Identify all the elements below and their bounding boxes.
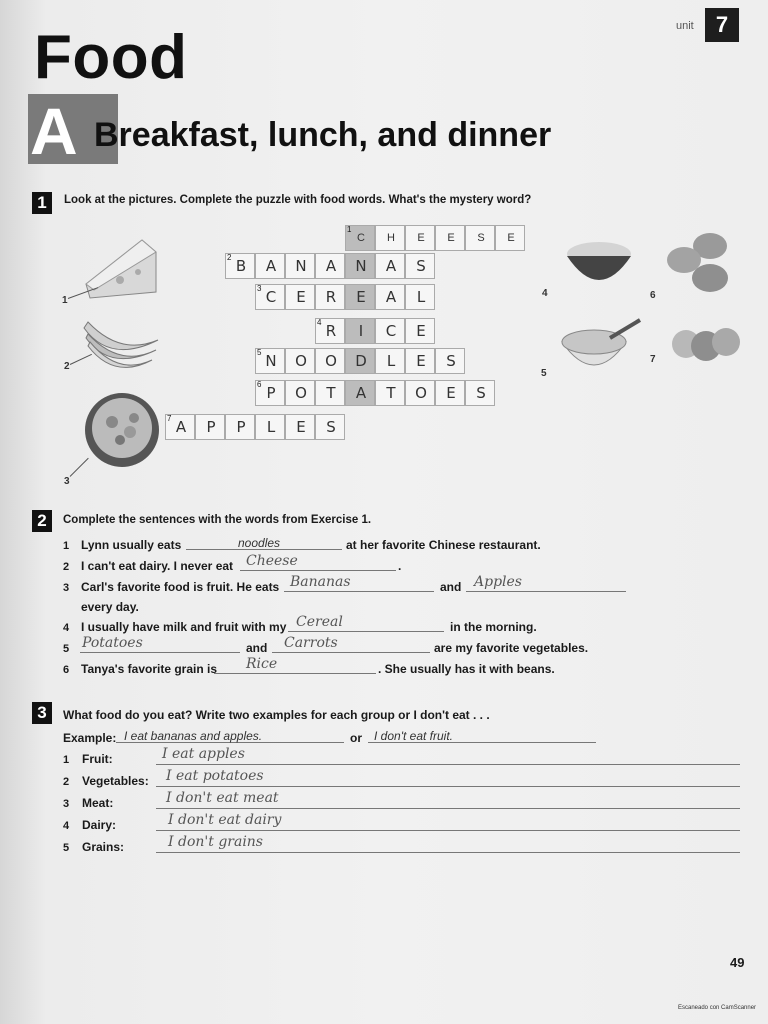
picture-label-3: 3: [64, 476, 70, 487]
crossword-cell[interactable]: [345, 380, 375, 406]
crossword-letter: E: [416, 352, 426, 370]
crossword-letter: E: [446, 384, 456, 402]
crossword-letter: S: [446, 352, 456, 370]
crossword-letter: E: [296, 418, 306, 436]
sentence-text: Lynn usually eats: [81, 538, 182, 552]
answer-handwriting: Rice: [246, 656, 278, 672]
crossword-letter: O: [325, 352, 337, 370]
answer-handwriting: I eat potatoes: [166, 768, 264, 784]
crossword-cell[interactable]: [285, 414, 315, 440]
crossword-cell[interactable]: [345, 284, 375, 310]
item-number: 6: [63, 664, 70, 676]
crossword-cell[interactable]: [375, 348, 405, 374]
page-title: Food: [34, 23, 188, 92]
crossword-cell[interactable]: [285, 284, 315, 310]
sentence-text: and: [246, 641, 268, 655]
crossword-cell[interactable]: [375, 380, 405, 406]
sentence-text: and: [440, 580, 462, 594]
sentence-text: are my favorite vegetables.: [434, 641, 589, 655]
item-number: 4: [63, 622, 70, 634]
crossword-cell[interactable]: [375, 253, 405, 279]
crossword-cell[interactable]: [435, 380, 465, 406]
crossword-letter: R: [325, 322, 337, 340]
exercise-3-number: 3: [32, 702, 52, 724]
example-answer: I eat bananas and apples.: [124, 729, 263, 743]
cereal-with-milk-icon: [560, 316, 644, 376]
item-number: 4: [63, 820, 70, 832]
picture-label-2: 2: [64, 361, 70, 372]
clue-number: 2: [227, 253, 232, 262]
crossword-cell[interactable]: [375, 284, 405, 310]
exercise-2-number: 2: [32, 510, 52, 532]
sentence-text: .: [398, 559, 402, 573]
crossword-letter: C: [265, 288, 277, 306]
crossword-letter: S: [326, 418, 336, 436]
exercise-2-instruction: Complete the sentences with the words from Exercise 1.: [63, 514, 372, 526]
crossword-cell[interactable]: [495, 225, 525, 251]
crossword-cell[interactable]: [195, 414, 225, 440]
answer-handwriting: Apples: [474, 574, 522, 590]
crossword-cell[interactable]: [405, 284, 435, 310]
picture-label-5: 5: [541, 368, 547, 379]
example-or: or: [350, 731, 362, 745]
bananas-icon: [80, 314, 162, 370]
crossword-letter: T: [326, 384, 336, 402]
crossword-cell[interactable]: [465, 380, 495, 406]
exercise-1-number: 1: [32, 192, 52, 214]
crossword-letter: B: [235, 257, 247, 275]
crossword-letter: A: [325, 257, 337, 275]
item-number: 2: [63, 561, 70, 573]
crossword-letter: O: [415, 384, 427, 402]
answer-blank[interactable]: [214, 657, 376, 674]
crossword-cell[interactable]: [435, 225, 465, 251]
cereal-bowl-icon: [82, 392, 162, 468]
clue-number: 6: [257, 380, 262, 389]
sentence-text: in the morning.: [450, 620, 537, 634]
picture-label-7: 7: [650, 354, 656, 365]
group-label: Grains:: [82, 840, 125, 854]
crossword-cell[interactable]: [315, 284, 345, 310]
crossword-letter: H: [387, 232, 395, 244]
item-number: 5: [63, 643, 70, 655]
sentence-text: . She usually has it with beans.: [378, 662, 555, 676]
picture-label-6: 6: [650, 290, 656, 301]
unit-label: unit: [676, 20, 694, 32]
crossword-cell[interactable]: [255, 253, 285, 279]
sentence-text: I can't eat dairy. I never eat: [81, 559, 234, 573]
crossword-letter: N: [355, 257, 367, 275]
crossword-cell[interactable]: [345, 253, 375, 279]
page-number: 49: [730, 955, 745, 970]
scanner-watermark: Escaneado con CamScanner: [678, 1005, 757, 1011]
section-letter: A: [30, 94, 78, 168]
crossword-cell[interactable]: [465, 225, 495, 251]
item-number: 3: [63, 798, 70, 810]
answer-handwriting: I eat apples: [162, 746, 245, 762]
crossword-letter: E: [447, 232, 455, 244]
crossword-letter: I: [358, 322, 364, 340]
group-label: Vegetables:: [82, 774, 149, 788]
crossword-letter: E: [296, 288, 306, 306]
crossword-letter: L: [416, 288, 426, 306]
crossword-letter: P: [236, 418, 246, 436]
crossword-letter: S: [477, 232, 485, 244]
crossword-letter: E: [507, 232, 515, 244]
crossword-cell[interactable]: [405, 253, 435, 279]
sentence-text: every day.: [81, 600, 139, 614]
crossword-letter: S: [416, 257, 426, 275]
clue-number: 1: [347, 225, 352, 234]
crossword-letter: N: [265, 352, 277, 370]
crossword-letter: P: [266, 384, 276, 402]
crossword-cell[interactable]: [405, 380, 435, 406]
crossword-cell[interactable]: [285, 380, 315, 406]
clue-number: 3: [257, 284, 262, 293]
crossword-cell[interactable]: [255, 380, 285, 406]
crossword-letter: O: [295, 352, 307, 370]
crossword-letter: A: [385, 257, 397, 275]
group-label: Meat:: [82, 796, 114, 810]
crossword-cell[interactable]: [405, 318, 435, 344]
section-title: Breakfast, lunch, and dinner: [94, 116, 552, 154]
crossword-letter: E: [416, 322, 426, 340]
crossword-cell[interactable]: [255, 284, 285, 310]
crossword-cell[interactable]: [315, 380, 345, 406]
crossword-cell[interactable]: [285, 348, 315, 374]
crossword-cell[interactable]: [375, 225, 405, 251]
crossword-letter: E: [356, 288, 366, 306]
crossword-cell[interactable]: [315, 414, 345, 440]
group-label: Dairy:: [82, 818, 117, 832]
sentence-text: Tanya's favorite grain is: [81, 662, 218, 676]
item-number: 5: [63, 842, 70, 854]
crossword-cell[interactable]: [165, 414, 195, 440]
answer-handwriting: I don't grains: [168, 834, 263, 850]
item-number: 3: [63, 582, 70, 594]
clue-number: 4: [317, 318, 322, 327]
crossword-cell[interactable]: [375, 318, 405, 344]
crossword-cell[interactable]: [405, 225, 435, 251]
clue-number: 5: [257, 348, 262, 357]
example-answer: I don't eat fruit.: [374, 729, 454, 743]
item-number: 2: [63, 776, 70, 788]
clue-number: 7: [167, 414, 172, 423]
sentence-text: I usually have milk and fruit with my: [81, 620, 287, 634]
crossword-letter: R: [325, 288, 337, 306]
rice-bowl-icon: [564, 238, 634, 292]
crossword-letter: D: [355, 352, 367, 370]
crossword-letter: E: [417, 232, 425, 244]
crossword-letter: T: [386, 384, 396, 402]
crossword-letter: A: [175, 418, 187, 436]
crossword-letter: L: [386, 352, 396, 370]
crossword-letter: A: [355, 384, 367, 402]
crossword-cell[interactable]: [345, 225, 375, 251]
crossword-cell[interactable]: [405, 348, 435, 374]
exercise-3-instruction: What food do you eat? Write two examples for each group or I don't eat . . .: [63, 708, 490, 722]
picture-label-4: 4: [542, 288, 548, 299]
crossword-cell[interactable]: [435, 348, 465, 374]
crossword-cell[interactable]: [225, 253, 255, 279]
crossword-letter: N: [295, 257, 307, 275]
crossword-cell[interactable]: [255, 414, 285, 440]
exercise-1-instruction: Look at the pictures. Complete the puzzle with food words. What's the mystery word?: [64, 194, 532, 206]
crossword-cell[interactable]: [315, 318, 345, 344]
answer-handwriting: Carrots: [284, 635, 338, 651]
crossword-letter: L: [266, 418, 276, 436]
picture-label-1: 1: [62, 295, 68, 306]
unit-number-badge: 7: [705, 8, 739, 42]
crossword-letter: A: [385, 288, 397, 306]
crossword-letter: C: [357, 232, 365, 244]
crossword-cell[interactable]: [225, 414, 255, 440]
answer-handwriting: Potatoes: [82, 635, 143, 651]
crossword-cell[interactable]: [255, 348, 285, 374]
crossword-cell[interactable]: [315, 348, 345, 374]
item-number: 1: [63, 754, 70, 766]
crossword-cell[interactable]: [345, 348, 375, 374]
answer-handwriting: I don't eat dairy: [168, 812, 282, 828]
answer-text: noodles: [238, 536, 281, 550]
crossword-cell[interactable]: [345, 318, 375, 344]
sentence-text: at her favorite Chinese restaurant.: [346, 538, 541, 552]
item-number: 1: [63, 540, 70, 552]
crossword-letter: A: [265, 257, 277, 275]
sentence-text: Carl's favorite food is fruit. He eats: [81, 580, 280, 594]
crossword-letter: P: [206, 418, 216, 436]
answer-handwriting: I don't eat meat: [166, 790, 279, 806]
group-label: Fruit:: [82, 752, 113, 766]
potatoes-icon: [666, 230, 732, 298]
crossword-cell[interactable]: [315, 253, 345, 279]
crossword-letter: S: [476, 384, 486, 402]
crossword-letter: C: [385, 322, 397, 340]
apples-icon: [668, 324, 748, 364]
example-label: Example:: [63, 731, 117, 745]
answer-handwriting: Cereal: [296, 614, 343, 630]
answer-handwriting: Cheese: [246, 553, 298, 569]
crossword-cell[interactable]: [285, 253, 315, 279]
crossword-letter: O: [295, 384, 307, 402]
answer-handwriting: Bananas: [290, 574, 351, 590]
